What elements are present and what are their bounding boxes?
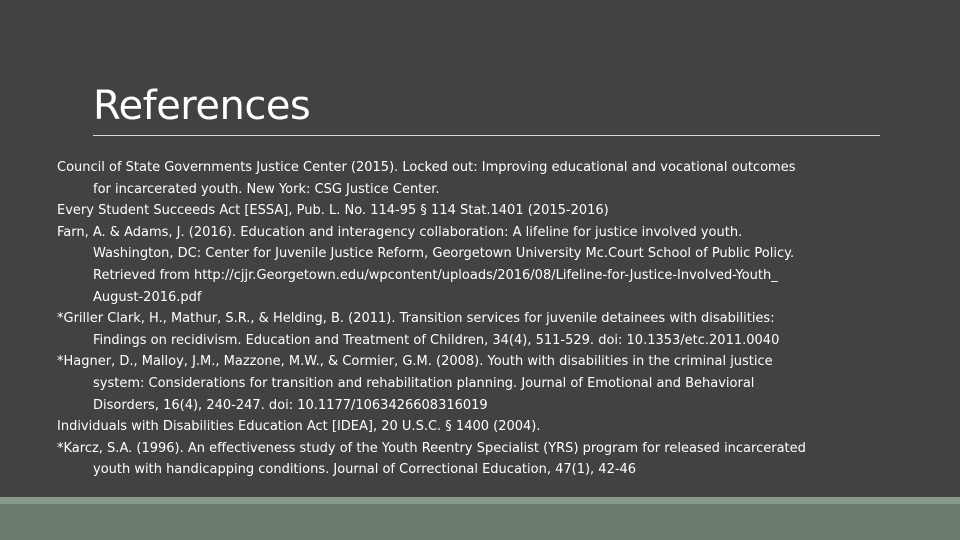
reference-item: *Karcz, S.A. (1996). An effectiveness study of the Youth Reentry Specialist (YRS) program for released incarcerated youth with handicapping conditions. Journal of Correctional Education, 47(1), 42-46 xyxy=(57,440,806,478)
slide-title: References xyxy=(93,83,311,129)
reference-item: Individuals with Disabilities Education Act [IDEA], 20 U.S.C. § 1400 (2004). xyxy=(57,419,541,435)
reference-item: *Hagner, D., Malloy, J.M., Mazzone, M.W., & Cormier, G.M. (2008). Youth with disabilities in the criminal justice system: Considerations for transition and rehabilitation planning. Journal of Emotional and Behavioral Disorders, 16(4), 240-247. doi: 10.1177/1063426608316019 xyxy=(57,354,773,413)
footer-band-accent xyxy=(0,497,960,504)
reference-item: *Griller Clark, H., Mathur, S.R., & Helding, B. (2011). Transition services for juvenile detainees with disabilities: Findings on recidivism. Education and Treatment of Children, 34(4), 511-529. doi: 10.1353/etc.2011.0040 xyxy=(57,311,780,348)
reference-item: Council of State Governments Justice Center (2015). Locked out: Improving educational and vocational outcomes for incarcerated youth. New York: CSG Justice Center. xyxy=(57,160,796,197)
title-divider xyxy=(93,135,880,136)
reference-item: Every Student Succeeds Act [ESSA], Pub. L. No. 114-95 § 114 Stat.1401 (2015-2016) xyxy=(57,203,609,219)
reference-item: Farn, A. & Adams, J. (2016). Education and interagency collaboration: A lifeline for justice involved youth. Washington, DC: Center for Juvenile Justice Reform, Georgetown University Mc.Court School of Public Policy. Retrieved from http://cjjr.Georgetown.edu/wpcontent/uploads/2016/08/Lifeline-for-Justice-Involved-Youth_ August-2016.pdf xyxy=(57,224,795,305)
reference-list xyxy=(57,157,927,481)
